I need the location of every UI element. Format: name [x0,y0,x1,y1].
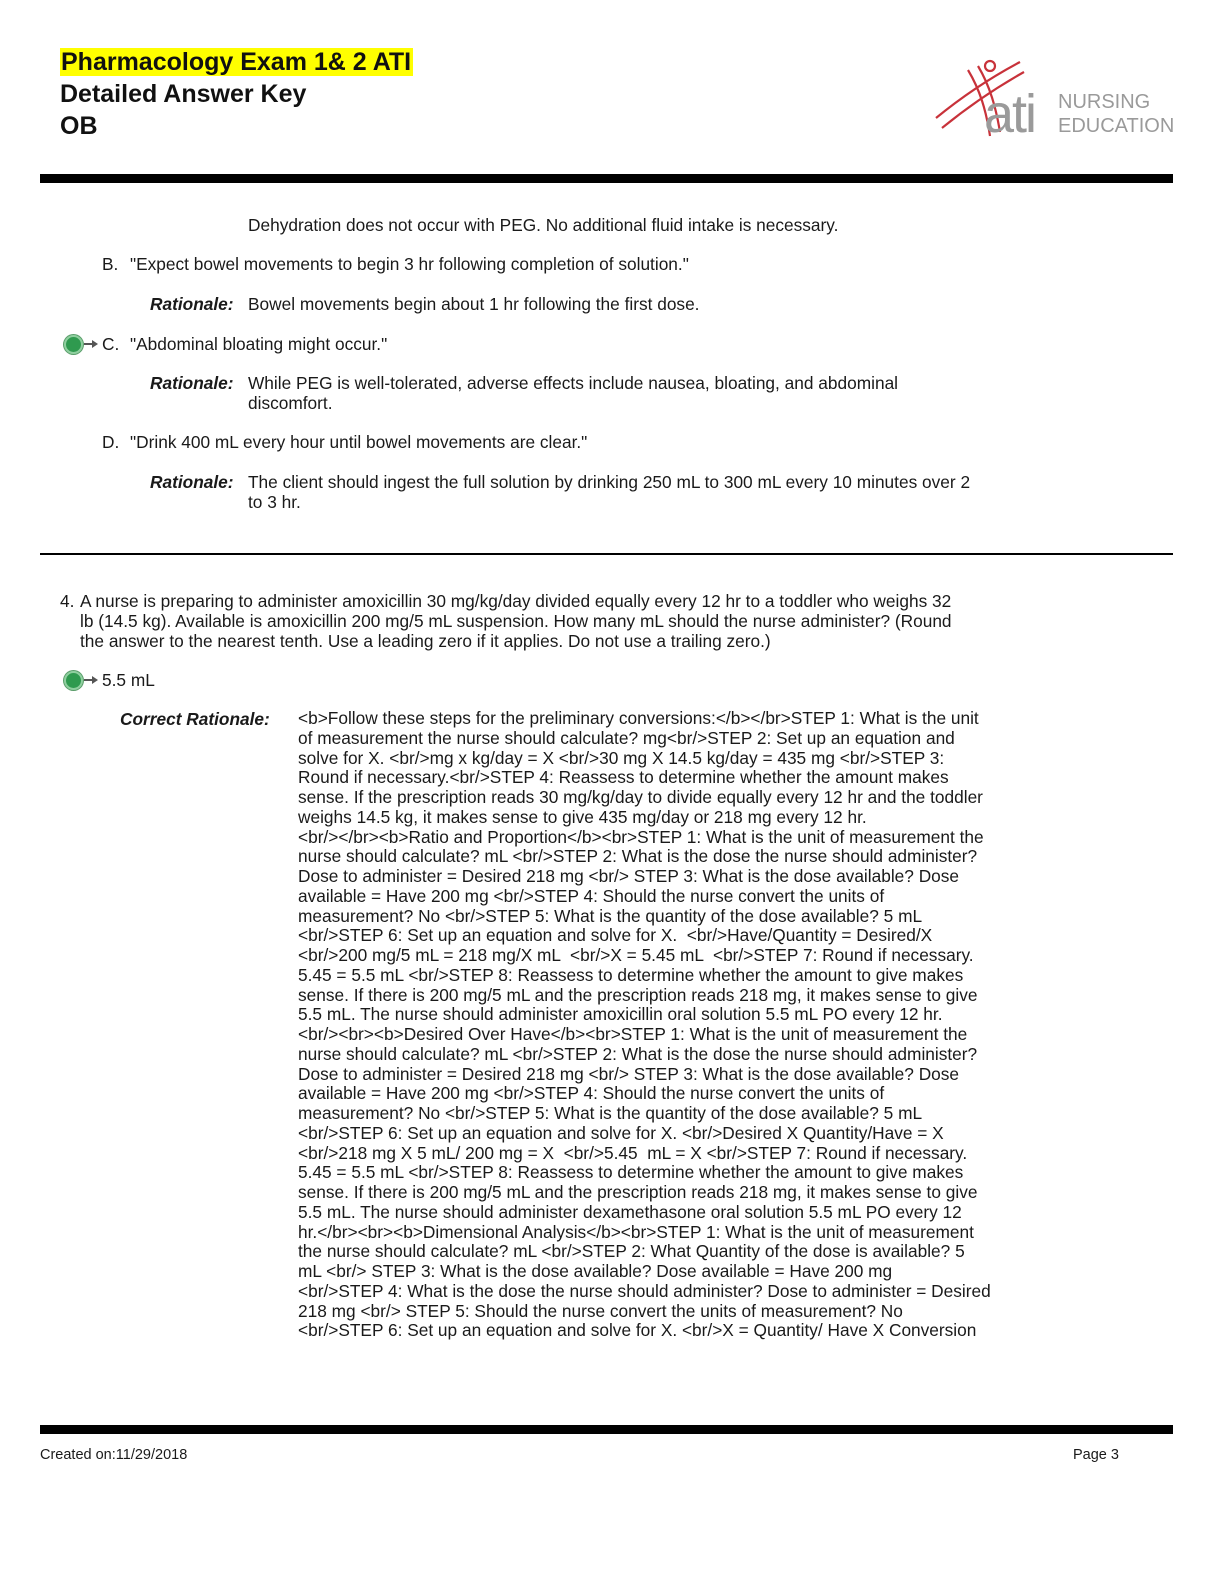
rationale-line: nurse should calculate? mL <br/>STEP 2: What is the dose the nurse should administer? [298,846,978,867]
rationale-line: <br/><br><b>Desired Over Have</b><br>STEP 1: What is the unit of measurement the [298,1024,968,1044]
rationale-line: available = Have 200 mg <br/>STEP 4: Should the nurse convert the units of [298,885,885,906]
rationale-line: <br/>STEP 6: Set up an equation and solve for X. <br/>Desired X Quantity/Have = X [298,1122,944,1143]
option-b-letter: B. [102,254,119,274]
correct-rationale-label: Correct Rationale: [120,709,270,729]
page-number: Page 3 [1073,1447,1119,1463]
rationale-line: 5.5 mL. The nurse should administer dexamethasone oral solution 5.5 mL PO every 12 [298,1201,962,1222]
option-b-rationale-label: Rationale: [150,294,234,314]
option-c-rationale-label: Rationale: [150,373,234,393]
rationale-a-text: Dehydration does not occur with PEG. No additional fluid intake is necessary. [248,215,839,235]
rationale-line: of measurement the nurse should calculate? mg<br/>STEP 2: Set up an equation and [298,727,955,748]
option-c-letter: C. [102,334,120,354]
indicator-arrow-icon [92,676,98,684]
question-divider [40,553,1173,555]
rationale-line: <br/>STEP 4: What is the dose the nurse should administer? Dose to administer = Desired [298,1280,991,1301]
rationale-line: the nurse should calculate? mL <br/>STEP 2: What Quantity of the dose is available? 5 [298,1241,965,1262]
rationale-line: sense. If the prescription reads 30 mg/kg/day to divide equally every 12 hr and the toddler [298,787,983,807]
logo-nursing-text: NURSING [1058,91,1151,113]
option-c-text: "Abdominal bloating might occur." [130,334,388,354]
ati-brand-text: ati [984,84,1036,144]
rationale-line: sense. If there is 200 mg/5 mL and the prescription reads 218 mg, it makes sense to give [298,984,978,1005]
indicator-connector [84,343,92,345]
question-4-line: the answer to the nearest tenth. Use a leading zero if it applies. Do not use a trailing zero.) [80,631,771,651]
created-date: Created on:11/29/2018 [40,1447,188,1463]
rationale-line: Dose to administer = Desired 218 mg <br/> STEP 3: What is the dose available? Dose [298,1063,960,1084]
rationale-line: nurse should calculate? mL <br/>STEP 2: What is the dose the nurse should administer? [298,1043,978,1064]
rationale-line: 218 mg <br/> STEP 5: Should the nurse convert the units of measurement? No [298,1300,903,1321]
ati-nursing-education-logo [928,56,1175,148]
rationale-line: available = Have 200 mg <br/>STEP 4: Should the nurse convert the units of [298,1083,885,1104]
option-d-text: "Drink 400 mL every hour until bowel movements are clear." [130,432,588,452]
footer-divider [40,1425,1173,1434]
rationale-line: measurement? No <br/>STEP 5: What is the quantity of the dose available? 5 mL [298,905,923,926]
document-title: Pharmacology Exam 1& 2 ATI [61,48,412,76]
question-4-line: A nurse is preparing to administer amoxicillin 30 mg/kg/day divided equally every 12 hr to a toddler who weighs 32 [80,591,952,611]
rationale-line: <br/>200 mg/5 mL = 218 mg/X mL <br/>X = 5.45 mL <br/>STEP 7: Round if necessary. [298,945,974,965]
rationale-line: <br/>STEP 6: Set up an equation and solve for X. <br/>X = Quantity/ Have X Conversion [298,1320,977,1341]
question-4-number: 4. [60,591,75,611]
option-b-rationale: Bowel movements begin about 1 hr following the first dose. [248,294,700,314]
rationale-line: solve for X. <br/>mg x kg/day = X <br/>30 mg X 14.5 kg/day = 435 mg <br/>STEP 3: [298,747,945,768]
rationale-line: measurement? No <br/>STEP 5: What is the quantity of the dose available? 5 mL [298,1103,923,1123]
option-c-rationale-line1: While PEG is well-tolerated, adverse effects include nausea, bloating, and abdominal [248,373,899,393]
section-label: OB [60,112,98,140]
logo-education-text: EDUCATION [1058,115,1175,137]
rationale-line: <br/>STEP 6: Set up an equation and solve for X. <br/>Have/Quantity = Desired/X [298,925,933,946]
rationale-line: 5.5 mL. The nurse should administer amoxicillin oral solution 5.5 mL PO every 12 hr. [298,1004,943,1025]
rationale-line: Round if necessary.<br/>STEP 4: Reassess to determine whether the amount makes [298,767,949,788]
question-4-line: lb (14.5 kg). Available is amoxicillin 200 mg/5 mL suspension. How many mL should the nurse administer? (Round [80,611,952,631]
rationale-line: Dose to administer = Desired 218 mg <br/> STEP 3: What is the dose available? Dose [298,866,960,886]
rationale-line: <br/>218 mg X 5 mL/ 200 mg = X <br/>5.45 mL = X <br/>STEP 7: Round if necessary. [298,1142,968,1163]
indicator-connector [84,679,92,681]
header-divider [40,174,1173,183]
rationale-line: mL <br/> STEP 3: What is the dose available? Dose available = Have 200 mg [298,1261,893,1281]
correct-rationale-body [298,709,1098,1341]
rationale-line: weighs 14.5 kg, it makes sense to give 435 mg/day or 218 mg every 12 hr. [298,806,867,827]
option-d-letter: D. [102,432,120,452]
rationale-line: sense. If there is 200 mg/5 mL and the prescription reads 218 mg, it makes sense to give [298,1182,978,1202]
option-d-rationale-label: Rationale: [150,472,234,492]
header-title-block [60,46,413,142]
rationale-line: <b>Follow these steps for the preliminary conversions:</b></br>STEP 1: What is the unit [298,708,979,728]
correct-answer-indicator-icon [64,335,83,354]
rationale-line: 5.45 = 5.5 mL <br/>STEP 8: Reassess to determine whether the amount to give makes [298,1162,964,1183]
correct-answer-indicator-icon [64,671,83,690]
option-c-rationale-line2: discomfort. [248,393,333,413]
question-4-answer: 5.5 mL [102,670,155,690]
option-b-text: "Expect bowel movements to begin 3 hr following completion of solution." [130,254,689,274]
rationale-line: hr.</br><br><b>Dimensional Analysis</b><br>STEP 1: What is the unit of measurement [298,1221,974,1242]
document-subtitle: Detailed Answer Key [60,80,307,108]
option-d-rationale-line2: to 3 hr. [248,492,301,512]
option-d-rationale-line1: The client should ingest the full solution by drinking 250 mL to 300 mL every 10 minutes over 2 [248,472,971,492]
rationale-line: 5.45 = 5.5 mL <br/>STEP 8: Reassess to determine whether the amount to give makes [298,964,964,985]
rationale-line: <br/></br><b>Ratio and Proportion</b><br>STEP 1: What is the unit of measurement the [298,826,984,847]
indicator-arrow-icon [92,340,98,348]
